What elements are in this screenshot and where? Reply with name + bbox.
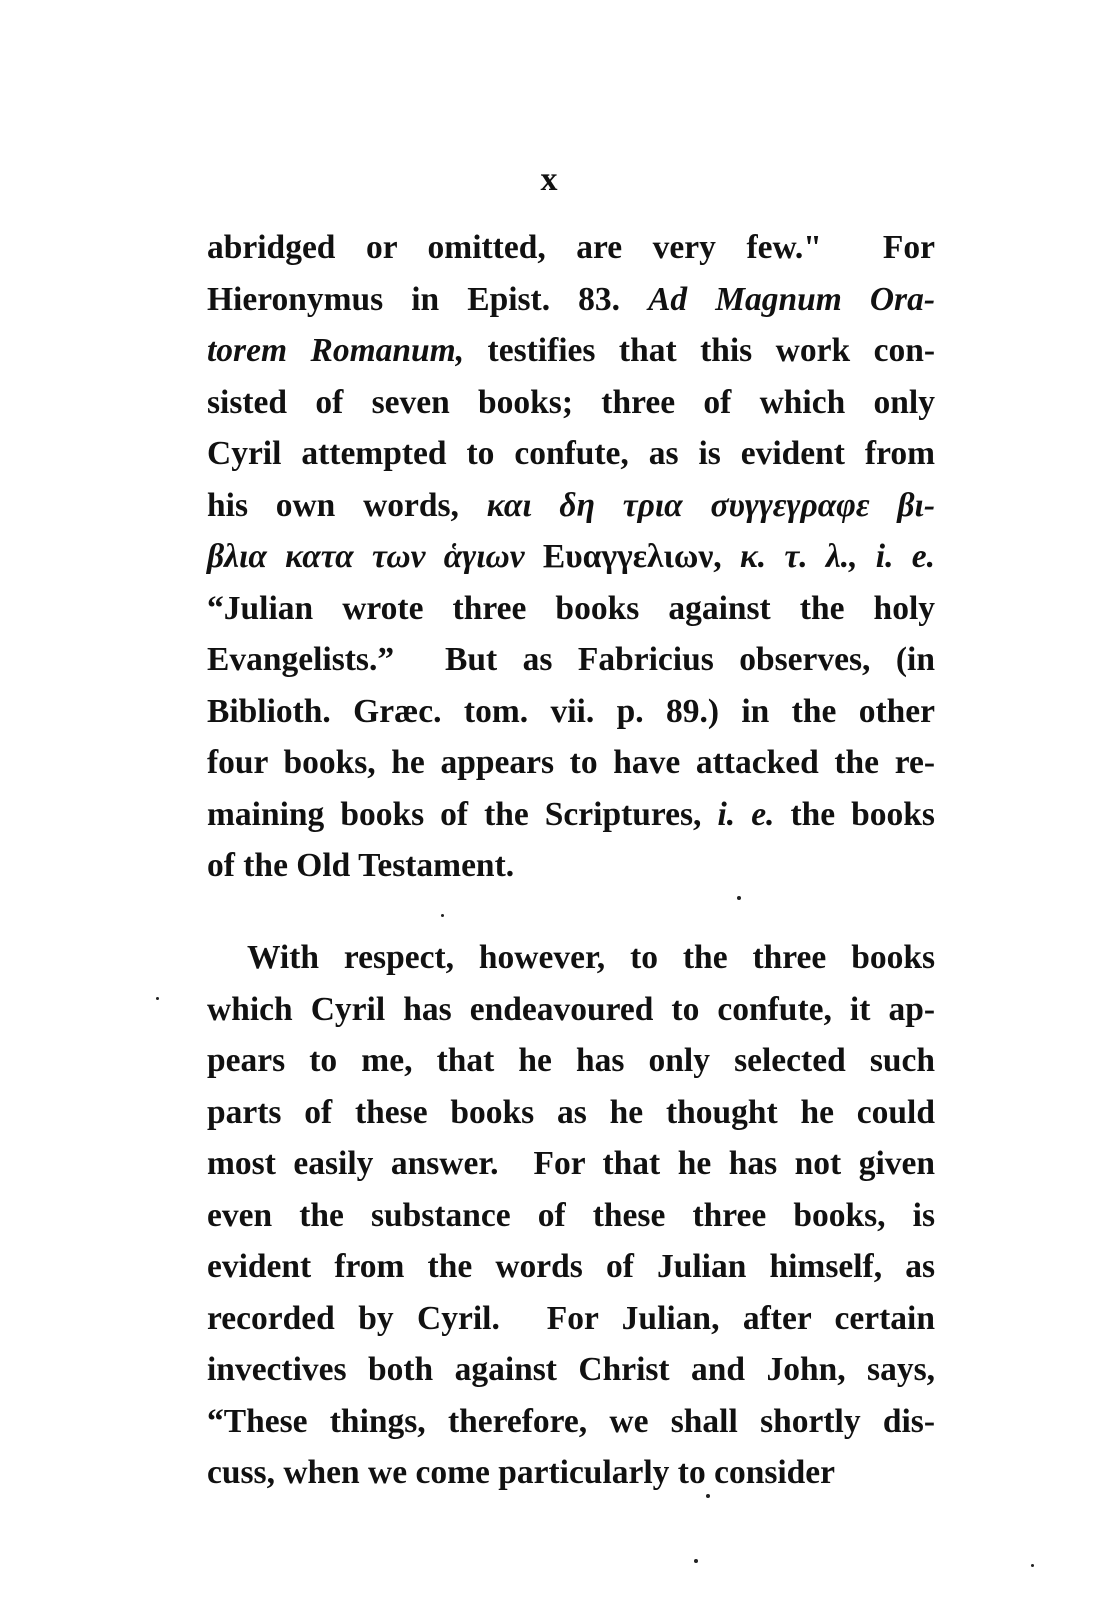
text-line: [207, 325, 935, 377]
text-line: [207, 222, 935, 274]
text-segment: invectives both against Christ and John, says,: [207, 1351, 935, 1388]
text-line: [207, 428, 935, 480]
paragraph-1: [207, 222, 935, 892]
text-segment: testifies that this work con-: [464, 332, 935, 369]
text-segment: four books, he appears to have attacked the re-: [207, 744, 935, 781]
text-segment: i. e.: [717, 795, 775, 833]
page-number: x: [540, 161, 558, 198]
text-segment: evident from the words of Julian himself, as: [207, 1248, 935, 1285]
text-segment: his own words,: [207, 486, 487, 524]
text-line: [207, 531, 935, 583]
text-line: [207, 932, 935, 984]
text-line: [207, 686, 935, 738]
text-segment: cuss, when we come particularly to consider: [207, 1454, 836, 1491]
text-segment: “Julian wrote three books against the holy: [207, 589, 935, 627]
text-segment: Cyril attempted to confute, as is evident from: [207, 435, 935, 472]
text-line: [207, 634, 935, 686]
paragraph-2: [207, 932, 935, 1499]
text-segment: maining books of the Scriptures,: [207, 795, 718, 833]
text-segment: “These things, therefore, we shall shortly dis-: [207, 1402, 935, 1440]
text-segment: the books: [774, 795, 935, 833]
text-line: [207, 1293, 935, 1345]
text-line: [207, 737, 935, 789]
print-speck: [706, 1494, 710, 1498]
text-segment: abridged or omitted, are very few." For: [207, 229, 935, 266]
text-line: [207, 1241, 935, 1293]
text-segment: βλια κατα των ἁγιων: [207, 538, 525, 575]
text-segment: και δη τρια συγγεγραφε βι-: [486, 486, 935, 524]
text-line: [207, 480, 935, 532]
text-segment: With respect, however, to the three books: [247, 939, 935, 976]
print-speck: [1031, 1564, 1034, 1567]
print-speck: [737, 896, 741, 900]
text-line: [207, 840, 935, 892]
text-line: [207, 1344, 935, 1396]
text-line: [207, 377, 935, 429]
text-line: [207, 1396, 935, 1448]
text-segment: which Cyril has endeavoured to confute, it ap-: [207, 990, 935, 1028]
print-speck: [156, 997, 159, 1000]
text-line: [207, 274, 935, 326]
text-line: [207, 1087, 935, 1139]
text-line: [207, 1035, 935, 1087]
text-segment: of the Old Testament.: [207, 847, 515, 884]
text-segment: parts of these books as he thought he could: [207, 1093, 935, 1131]
text-segment: recorded by Cyril. For Julian, after certain: [207, 1299, 935, 1337]
print-speck: [694, 1559, 698, 1563]
text-line: [207, 1190, 935, 1242]
print-speck: [441, 914, 444, 917]
text-segment: Ad Magnum Ora-: [648, 280, 935, 318]
text-line: [207, 1447, 935, 1499]
text-segment: torem Romanum,: [207, 332, 465, 369]
text-segment: Evangelists.” But as Fabricius observes, (in: [207, 641, 935, 678]
text-segment: Hieronymus in Epist. 83.: [207, 280, 649, 318]
text-segment: Ευαγγελιων,: [524, 538, 740, 575]
text-segment: sisted of seven books; three of which only: [207, 383, 935, 421]
text-line: [207, 984, 935, 1036]
text-segment: most easily answer. For that he has not given: [207, 1145, 935, 1182]
text-segment: even the substance of these three books, is: [207, 1196, 935, 1234]
text-segment: Biblioth. Græc. tom. vii. p. 89.) in the other: [207, 692, 935, 730]
text-line: [207, 1138, 935, 1190]
text-line: [207, 583, 935, 635]
text-segment: pears to me, that he has only selected such: [207, 1042, 935, 1079]
text-segment: κ. τ. λ., i. e.: [739, 538, 935, 575]
text-line: [207, 789, 935, 841]
